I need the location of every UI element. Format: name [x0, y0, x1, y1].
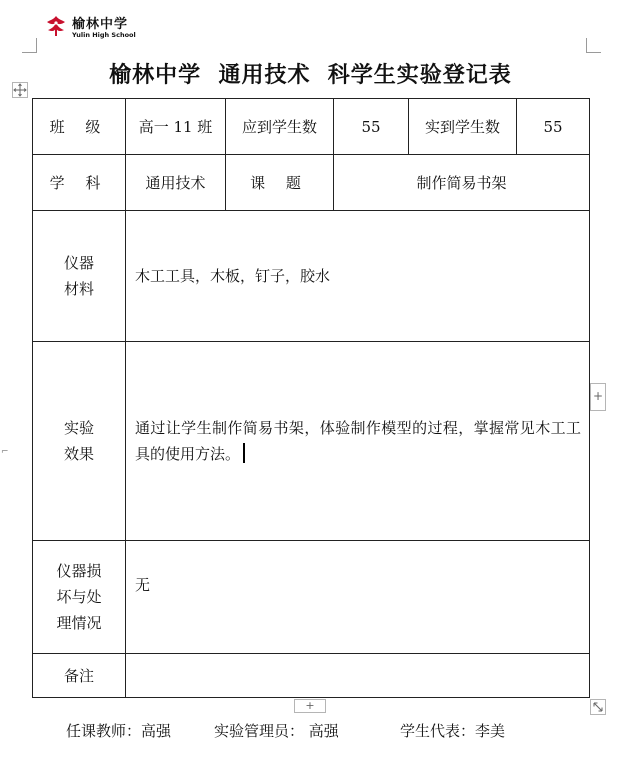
- expected-students-value: 55: [361, 117, 381, 136]
- table-resize-handle[interactable]: [590, 699, 606, 715]
- effect-value: 通过让学生制作简易书架，体验制作模型的过程，掌握常见木工工具的使用方法。: [135, 419, 581, 463]
- crop-mark-top-right: [586, 38, 601, 53]
- damage-label-line-3: 理情况: [56, 614, 102, 632]
- actual-students-value: 55: [543, 117, 563, 136]
- text-cursor: [243, 443, 245, 463]
- add-column-button[interactable]: +: [590, 383, 606, 411]
- effect-label-line-2: 效果: [63, 445, 94, 463]
- effect-value-cell[interactable]: [126, 342, 590, 541]
- school-logo-icon: [44, 14, 68, 38]
- table-row: [33, 211, 590, 342]
- table-row: [33, 155, 590, 211]
- equipment-label-line-2: 材料: [63, 280, 94, 298]
- actual-students-value-cell[interactable]: [517, 99, 590, 155]
- logo-english-name: Yulin High School: [72, 31, 136, 39]
- damage-value-cell[interactable]: [126, 541, 590, 654]
- resize-icon: [591, 700, 605, 714]
- damage-value: 无: [135, 576, 151, 594]
- class-label-cell: [33, 99, 126, 155]
- equipment-value: 木工工具，木板，钉子，胶水: [135, 267, 331, 285]
- margin-marker: ⌐: [1, 447, 9, 457]
- expected-students-label-cell: [226, 99, 334, 155]
- topic-label: 课 题: [250, 173, 309, 192]
- teacher-signature: 任课教师：高强: [66, 722, 172, 740]
- equipment-label-line-1: 仪器: [63, 254, 94, 272]
- table-move-handle[interactable]: [12, 82, 28, 98]
- table-row: [33, 99, 590, 155]
- crop-mark-top-left: [22, 38, 37, 53]
- add-row-button[interactable]: +: [294, 699, 326, 713]
- subject-label: 学 科: [49, 173, 109, 192]
- subject-value: 通用技术: [145, 173, 206, 192]
- table-row: [33, 654, 590, 698]
- class-label: 班 级: [49, 117, 109, 136]
- topic-label-cell: [226, 155, 334, 211]
- actual-students-label-cell: [409, 99, 517, 155]
- class-value: 高一 11 班: [138, 117, 213, 136]
- table-row: [33, 342, 590, 541]
- student-rep-signature: 学生代表：李美: [400, 722, 506, 740]
- subject-label-cell: [33, 155, 126, 211]
- table-row: [33, 541, 590, 654]
- actual-students-label: 实到学生数: [424, 117, 500, 136]
- effect-label-cell: [33, 342, 126, 541]
- class-value-cell[interactable]: [126, 99, 226, 155]
- expected-students-label: 应到学生数: [241, 117, 317, 136]
- signature-footer: [0, 720, 621, 740]
- topic-value: 制作简易书架: [416, 173, 507, 192]
- damage-label-cell: [33, 541, 126, 654]
- school-logo: [44, 12, 164, 42]
- equipment-label-cell: [33, 211, 126, 342]
- logo-chinese-name: 榆林中学: [72, 17, 129, 32]
- move-icon: [13, 83, 27, 97]
- damage-label-line-1: 仪器损: [56, 562, 102, 580]
- topic-value-cell[interactable]: [334, 155, 590, 211]
- damage-label-line-2: 坏与处: [56, 588, 102, 606]
- remarks-label-cell: [33, 654, 126, 698]
- lab-manager-signature: 实验管理员： 高强: [214, 722, 339, 740]
- remarks-label: 备注: [63, 666, 94, 685]
- expected-students-value-cell[interactable]: [334, 99, 409, 155]
- equipment-value-cell[interactable]: [126, 211, 590, 342]
- remarks-value-cell[interactable]: [126, 654, 590, 698]
- effect-label-line-1: 实验: [63, 419, 94, 437]
- experiment-register-table: [32, 98, 590, 698]
- document-title: 榆林中学 通用技术 科学生实验登记表: [109, 63, 512, 88]
- subject-value-cell[interactable]: [126, 155, 226, 211]
